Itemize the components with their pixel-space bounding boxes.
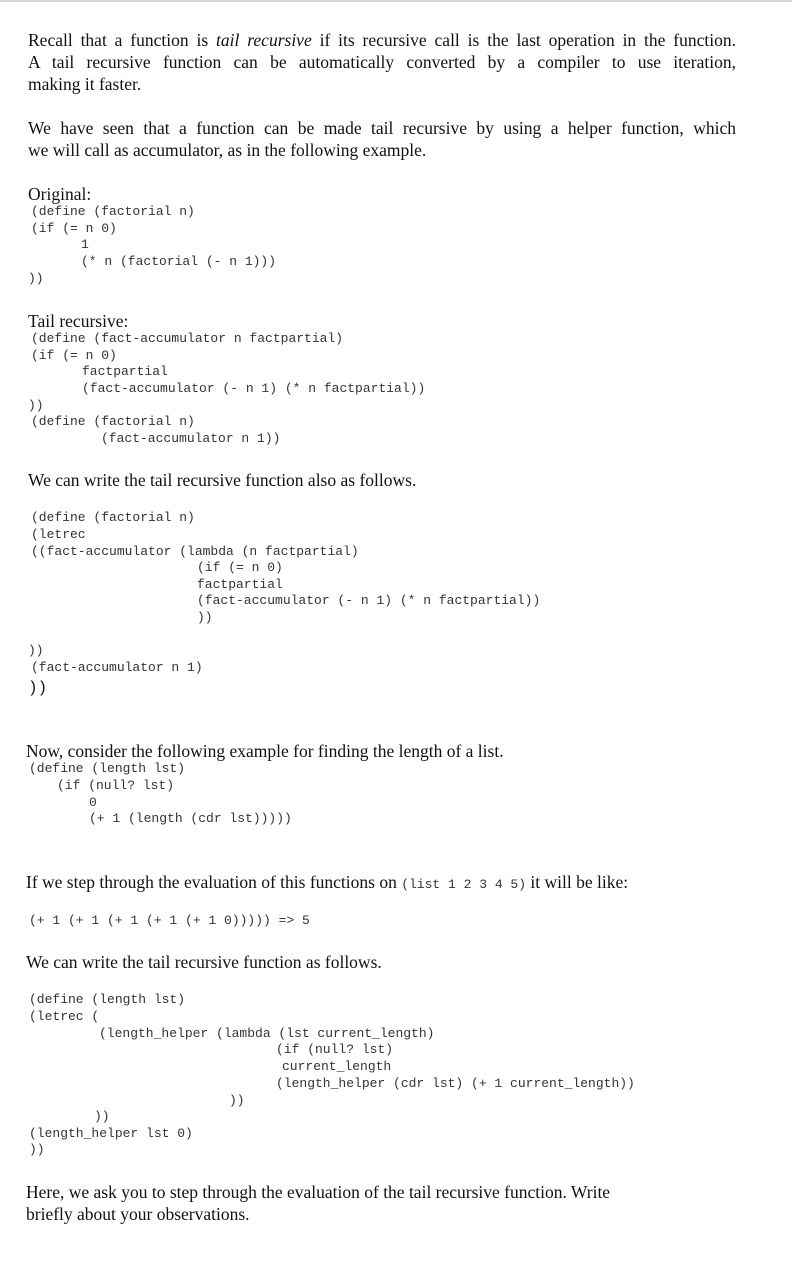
code-line: ))	[28, 679, 48, 697]
code-line: (length_helper lst 0)	[29, 1126, 193, 1141]
code-line: (length_helper (cdr lst) (+ 1 current_length))	[276, 1076, 635, 1091]
code-line: (define (factorial n)	[31, 414, 195, 429]
code-line: ))	[28, 398, 44, 413]
code-line: (define (factorial n)	[31, 510, 195, 525]
original-heading: Original:	[28, 184, 92, 204]
top-rule	[0, 0, 792, 2]
code-line: ((fact-accumulator (lambda (n factpartial)	[31, 544, 359, 559]
code-line: (if (= n 0)	[31, 221, 117, 236]
code-line: (fact-accumulator n 1)	[31, 660, 203, 675]
code-line: (fact-accumulator (- n 1) (* n factpartial))	[197, 593, 541, 608]
code-line: factpartial	[82, 364, 168, 379]
code-line: ))	[229, 1093, 245, 1108]
code-line: (if (= n 0)	[197, 560, 283, 575]
code-line: (define (factorial n)	[31, 204, 195, 219]
code-line: (define (fact-accumulator n factpartial)	[31, 331, 344, 346]
tail-heading: Tail recursive:	[28, 311, 129, 331]
step-text: If we step through the evaluation of this functions on (list 1 2 3 4 5) it will be like:	[26, 872, 629, 892]
code-line: (* n (factorial (- n 1)))	[81, 254, 277, 269]
code-line: (fact-accumulator n 1))	[101, 431, 281, 446]
code-line: factpartial	[197, 577, 283, 592]
intro-line-3: making it faster.	[28, 74, 142, 94]
code-line: (letrec (	[29, 1009, 100, 1024]
code-line: (if (null? lst)	[276, 1042, 394, 1057]
code-line: current_length	[282, 1059, 392, 1074]
code-line: (if (null? lst)	[57, 778, 175, 793]
code-line: (define (length lst)	[29, 992, 186, 1007]
letrec-intro: We can write the tail recursive function also as follows.	[28, 470, 417, 490]
code-line: (if (= n 0)	[31, 348, 117, 363]
code-line: ))	[94, 1109, 110, 1124]
question-line-1: Here, we ask you to step through the evaluation of the tail recursive function. Write	[26, 1182, 611, 1202]
intro-line-2: A tail recursive function can be automatically converted by a compiler to use iteration,	[28, 52, 736, 72]
intro-line-1: Recall that a function is tail recursive if its recursive call is the last operation in the function.	[28, 30, 736, 50]
code-line: (length_helper (lambda (lst current_length)	[99, 1026, 435, 1041]
length-intro: Now, consider the following example for finding the length of a list.	[26, 741, 504, 761]
code-line: (fact-accumulator (- n 1) (* n factpartial))	[82, 381, 426, 396]
length-tail-intro: We can write the tail recursive function as follows.	[26, 952, 382, 972]
intro-line-4: We have seen that a function can be made tail recursive by using a helper function, which	[28, 118, 736, 138]
step-result: (+ 1 (+ 1 (+ 1 (+ 1 (+ 1 0))))) => 5	[29, 913, 310, 928]
tail-recursive-term: tail recursive	[216, 30, 312, 50]
code-line: ))	[197, 610, 213, 625]
code-line: (letrec	[31, 527, 86, 542]
intro-line-5: we will call as accumulator, as in the following example.	[28, 140, 427, 160]
code-line: ))	[29, 1142, 45, 1157]
question-line-2: briefly about your observations.	[26, 1204, 250, 1224]
code-line: ))	[28, 271, 44, 286]
inline-code: (list 1 2 3 4 5)	[401, 877, 527, 892]
code-line: (define (length lst)	[29, 761, 186, 776]
code-line: (+ 1 (length (cdr lst)))))	[89, 811, 292, 826]
code-line: 0	[89, 795, 97, 810]
code-line: 1	[81, 237, 89, 252]
code-line: ))	[28, 643, 44, 658]
